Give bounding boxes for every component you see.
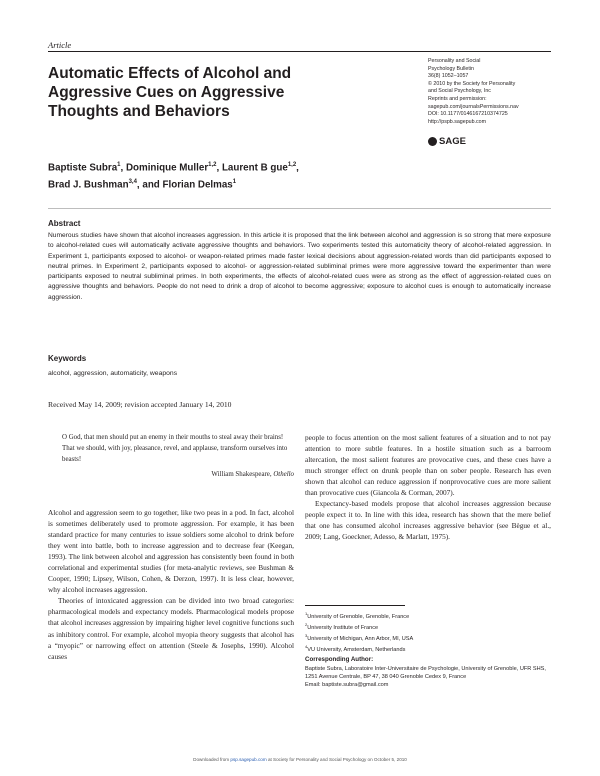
corresponding-author-heading: Corresponding Author: bbox=[305, 656, 374, 663]
epigraph-quote: O God, that men should put an enemy in their mouths to steal away their brains! That we should, with joy, pleasance, revel, and applause, transform ourselves into beasts! bbox=[62, 434, 288, 463]
author-affiliation: 1 bbox=[117, 162, 121, 168]
author-name: Laurent B gue bbox=[221, 162, 288, 174]
body-paragraph: Theories of intoxicated aggression can be divided into two broad categories: pharmacological models and expectancy models. Pharmacological models propose that alcohol increases aggression by impairing higher level cognitive functions such as inhibitory control. For example, alcohol myopia theory suggests that alcohol has a “myopic” or narrowing effect on attention (Steele & Josephs, 1990). Alcohol causes bbox=[48, 596, 294, 661]
epigraph-work: Othello bbox=[273, 471, 294, 478]
keywords-heading: Keywords bbox=[48, 354, 87, 363]
body-paragraph: people to focus attention on the most salient features of a situation and to not pay attention to more subtle features. In a hostile situation such as a barroom altercation, the most salient features are provocative cues, and these cues have a much stronger effect on drunk people than on sober people. Research has even shown that alcohol can reduce aggression if nonprovocative cues are more salient than provocative cues (Giancola & Corman, 2007). bbox=[305, 433, 551, 498]
footnote-item: $^2$University Institute of France bbox=[305, 621, 379, 631]
publisher-name: SAGE bbox=[439, 136, 466, 147]
keywords-text: alcohol, aggression, automaticity, weapons bbox=[48, 370, 178, 377]
author-affiliation: 1,2 bbox=[208, 162, 217, 168]
author-affiliation: 1,2 bbox=[287, 162, 297, 168]
journal-info-line: Reprints and permission: bbox=[428, 95, 487, 102]
footnote-item: $^4$VU University, Amsterdam, Netherlands bbox=[305, 643, 406, 653]
affiliation-footnotes bbox=[305, 610, 551, 654]
journal-info-line: Psychology Bulletin bbox=[428, 65, 474, 72]
corresponding-email[interactable]: Email: baptiste.subra@gmail.com bbox=[305, 682, 389, 689]
body-column-left bbox=[48, 507, 294, 662]
author-list: Baptiste Subra$^1$, Dominique Muller$^{1,2}$, Laurent B gue$^{1,2}$, Brad J. Bushman$^{3,4}$, and Florian Delmas$^1$ bbox=[48, 162, 299, 191]
publisher-logo bbox=[428, 136, 466, 147]
epigraph-source bbox=[48, 471, 294, 478]
abstract-heading: Abstract bbox=[48, 219, 81, 228]
footnote-rule bbox=[305, 605, 405, 606]
corresponding-address: Baptiste Subra, Laboratoire Inter-Universitaire de Psychologie, University of Grenoble, UFR SHS, 1251 Avenue Centrale, BP 47, 38 040 Grenoble Cedex 9, France bbox=[305, 666, 546, 681]
journal-info bbox=[428, 58, 558, 126]
body-paragraph: Expectancy-based models propose that alcohol increases aggression because people expect it to. In line with this idea, research has shown that the mere belief that one has consumed alcohol increases aggressive behavior (see Bègue et al., 2009; Lang, Goeckner, Adesso, & Marlatt, 1975). bbox=[305, 499, 551, 542]
author-affiliation: 1 bbox=[232, 179, 237, 186]
article-title: Automatic Effects of Alcohol and Aggressive Cues on Aggressive Thoughts and Behaviors bbox=[48, 65, 292, 120]
journal-info-line: and Social Psychology, Inc bbox=[428, 88, 491, 95]
author-name: Dominique Muller bbox=[125, 162, 209, 174]
received-dates: Received May 14, 2009; revision accepted January 14, 2010 bbox=[48, 400, 232, 409]
author-name: Brad J. Bushman bbox=[48, 179, 129, 191]
journal-info-line: 36(8) 1052–1057 bbox=[428, 73, 469, 80]
download-link[interactable]: psp.sagepub.com bbox=[230, 757, 267, 762]
header-rule bbox=[48, 51, 551, 52]
epigraph-author: William Shakespeare, bbox=[211, 471, 274, 478]
author-affiliation: 3,4 bbox=[128, 179, 137, 186]
download-notice: Downloaded from psp.sagepub.com at Society for Personality and Social Psychology on October 5, 2010 bbox=[193, 757, 407, 762]
body-paragraph: Alcohol and aggression seem to go together, like two peas in a pod. In fact, alcohol is sometimes deliberately used to promote aggression. For example, it has been standard practice for many centuries to issue soldiers some alcohol to drink before they went into battle, both to increase aggression and to decrease fear (Keegan, 1993). The link between alcohol and aggression has consistently been found in both correlational and experimental studies (for meta-analytic reviews, see Bushman & Cooper, 1990; Lipsey, Wilson, Cohen, & Derzon, 1997). It is less clear, however, why alcohol increases aggression. bbox=[48, 508, 294, 595]
journal-info-line: DOI: 10.1177/0146167210374725 bbox=[428, 111, 508, 118]
journal-info-line: © 2010 by the Society for Personality bbox=[428, 80, 516, 87]
article-type-label: Article bbox=[48, 40, 72, 50]
epigraph bbox=[48, 432, 294, 478]
journal-info-line: sagepub.com/journalsPermissions.nav bbox=[428, 103, 519, 110]
abstract-text: Numerous studies have shown that alcohol increases aggression. In this article it is proposed that the link between alcohol and aggression is so strong that mere exposure to alcohol-related cues will automatically activate aggressive thoughts and behaviors. Two experiments tested this automaticity theory of alcohol-related aggression. In Experiment 1, participants exposed to alcohol- or weapon-related primes made faster lexical decisions about aggression-related words than did participants exposed to neutral primes. In Experiment 2, participants exposed to alcohol- or aggression-related subliminal primes were more aggressive toward the experimenter than were participants exposed to neutral subliminal primes. In both experiments, the effects of alcohol-related cues were as strong as the effect of aggression-related cues on aggressive thoughts and behaviors. People do not need to drink a drop of alcohol to become aggressive; exposure to alcohol cues is enough to automatically increase aggression. bbox=[48, 232, 551, 301]
footnote-item: $^1$University of Grenoble, Grenoble, France bbox=[305, 611, 410, 620]
journal-info-line: Personality and Social bbox=[428, 58, 481, 64]
author-name: Florian Delmas bbox=[162, 179, 233, 191]
footnote-item: $^3$University of Michigan, Ann Arbor, MI, USA bbox=[305, 632, 414, 642]
body-column-right bbox=[305, 432, 551, 542]
journal-info-line: http://pspb.sagepub.com bbox=[428, 118, 487, 125]
corresponding-author bbox=[305, 665, 551, 689]
section-divider bbox=[48, 208, 551, 209]
author-name: Baptiste Subra bbox=[48, 162, 118, 174]
sage-logo-icon bbox=[428, 137, 437, 146]
